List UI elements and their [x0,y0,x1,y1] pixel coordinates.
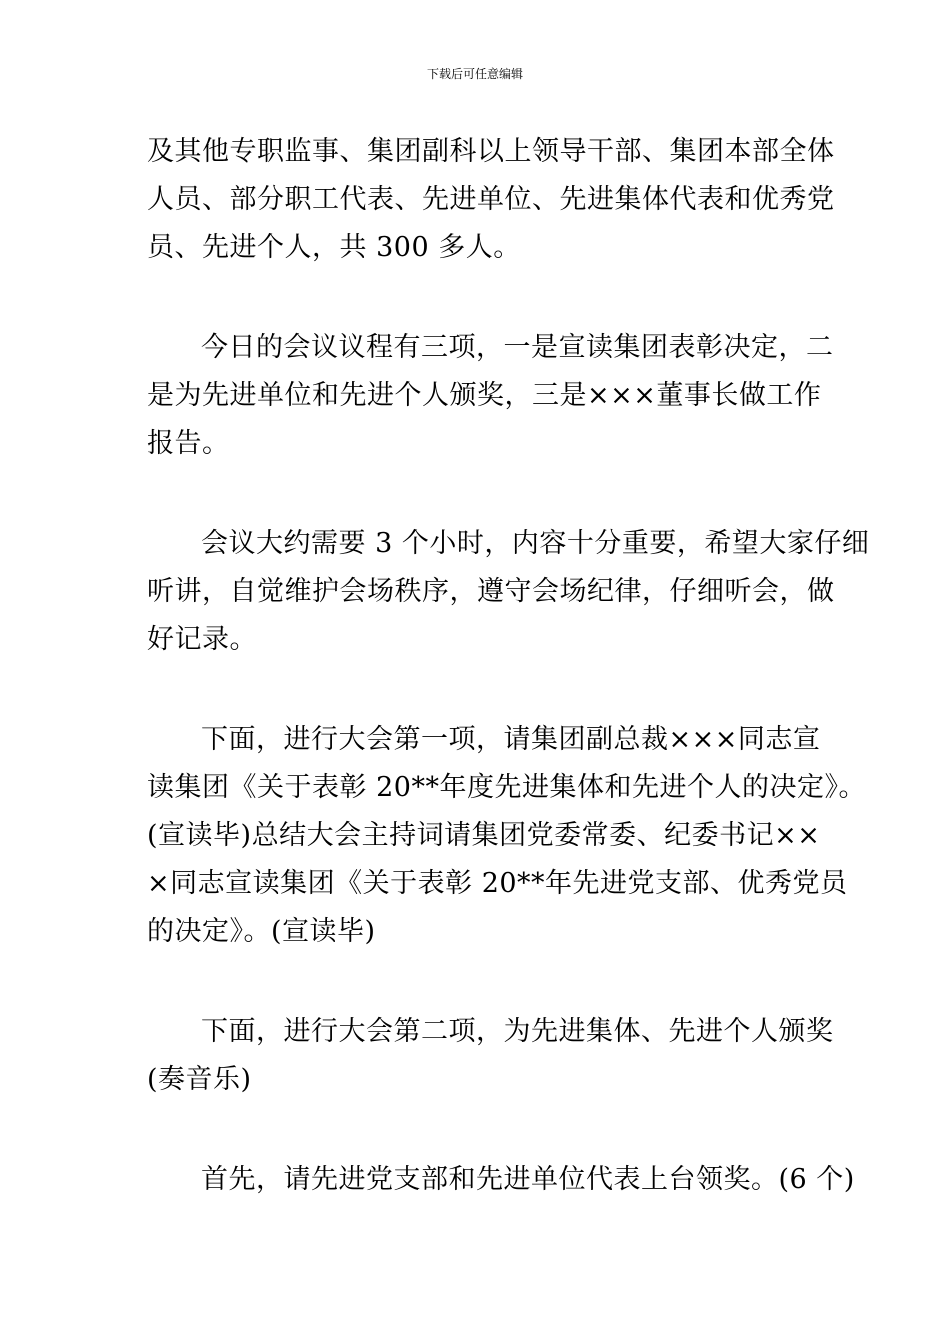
paragraph-item-one [147,716,866,956]
paragraph-awards-first [147,1156,855,1204]
text-line: (宣读毕)总结大会主持词请集团党委常委、纪委书记×× [147,820,821,851]
paragraph-duration [147,520,870,664]
text-line: 会议大约需要 3 个小时，内容十分重要，希望大家仔细 [201,528,870,559]
text-line: 下面，进行大会第二项，为先进集体、先进个人颁奖 [201,1016,834,1047]
text-line: 听讲，自觉维护会场秩序，遵守会场纪律，仔细听会，做 [147,576,835,607]
text-line: (奏音乐) [147,1064,252,1095]
paragraph-agenda [147,324,834,468]
page-header: 下载后可任意编辑 [426,67,523,81]
text-line: 员、先进个人，共 300 多人。 [147,232,521,263]
text-line: 首先，请先进党支部和先进单位代表上台领奖。(6 个) [201,1164,855,1195]
text-line: 读集团《关于表彰 20**年度先进集体和先进个人的决定》。 [147,772,866,803]
paragraph-item-two [147,1008,834,1104]
text-line: 今日的会议议程有三项，一是宣读集团表彰决定，二 [201,332,834,363]
text-line: 的决定》。(宣读毕) [147,916,376,947]
text-line: 是为先进单位和先进个人颁奖，三是×××董事长做工作 [147,380,822,411]
text-line: 及其他专职监事、集团副科以上领导干部、集团本部全体 [147,136,835,167]
text-line: ×同志宣读集团《关于表彰 20**年先进党支部、优秀党员 [147,868,848,899]
paragraph-attendees [147,128,835,272]
text-line: 报告。 [147,428,230,459]
document-body [147,128,870,1204]
text-line: 人员、部分职工代表、先进单位、先进集体代表和优秀党 [147,184,835,215]
text-line: 下面，进行大会第一项，请集团副总裁×××同志宣 [201,724,821,755]
text-line: 好记录。 [147,624,257,655]
